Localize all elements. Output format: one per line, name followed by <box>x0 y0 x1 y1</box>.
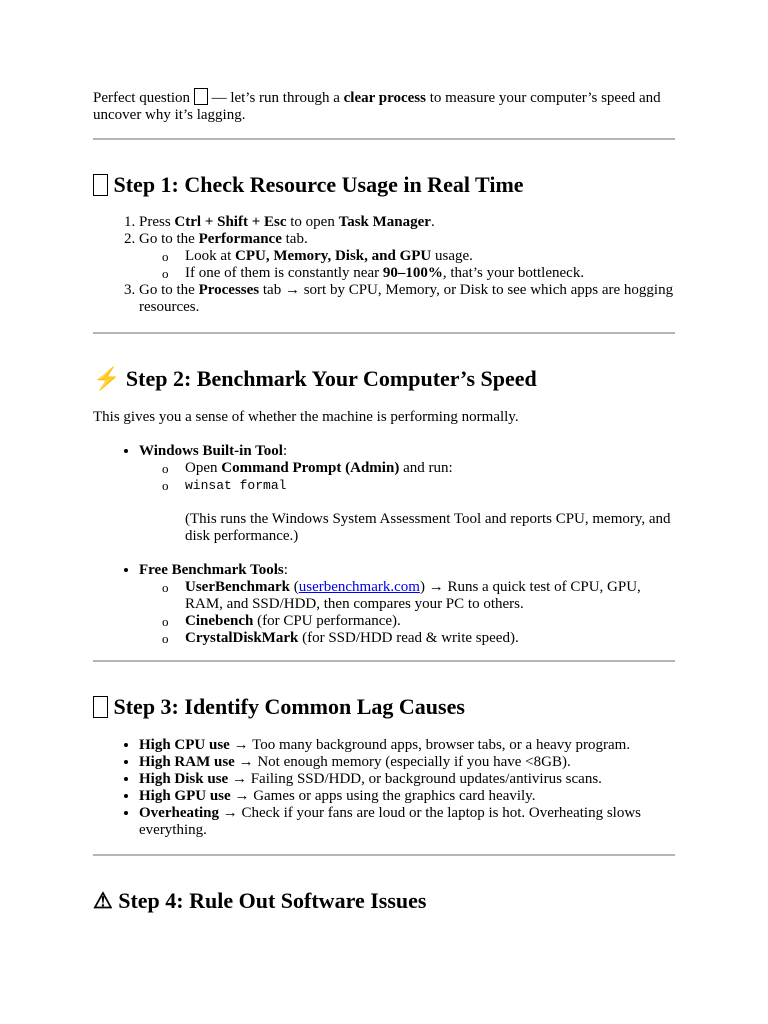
lag-cause-item: • High RAM use → Not enough memory (especially if you have <8GB). <box>139 754 675 771</box>
performance-label: Performance <box>198 231 282 247</box>
step1-title: Step 1: Check Resource Usage in Real Time <box>113 172 524 197</box>
step2-list <box>93 443 675 647</box>
crystaldiskmark-name: CrystalDiskMark <box>185 630 299 646</box>
step1-item-1: 1. Press Ctrl + Shift + Esc to open Task Manager. <box>139 214 675 231</box>
lag-cause-item: • High CPU use → Too many background apps, browser tabs, or a heavy program. <box>139 737 675 754</box>
command-item <box>185 477 675 545</box>
lag-cause-item: • High Disk use → Failing SSD/HDD, or background updates/antivirus scans. <box>139 771 675 788</box>
free-tools-label: Free Benchmark Tools <box>139 562 284 578</box>
missing-glyph-icon <box>194 88 208 105</box>
builtin-tool-item: • Windows Built-in Tool: o Open Command Prompt (Admin) and run: o winsat formal (This runs the Windows System Assessment Tool and reports CPU, memory, and disk performance.) <box>139 443 675 545</box>
command-code: winsat formal <box>185 478 287 493</box>
step1-subitem-2: o If one of them is constantly near 90–100%, that’s your bottleneck. <box>185 265 675 282</box>
task-manager-label: Task Manager <box>338 214 431 230</box>
step1-list <box>93 214 675 316</box>
divider <box>93 138 675 140</box>
step3-list-block <box>93 737 675 839</box>
lightning-icon: ⚡ <box>93 366 121 391</box>
step3-title: Step 3: Identify Common Lag Causes <box>113 694 465 719</box>
step2-heading <box>93 366 537 392</box>
command-note: (This runs the Windows System Assessment Tool and reports CPU, memory, and disk performance.) <box>185 511 671 544</box>
open-cmd-item: o Open Command Prompt (Admin) and run: <box>185 460 675 477</box>
cinebench-name: Cinebench <box>185 613 254 629</box>
intro-bold: clear process <box>343 90 426 106</box>
step1-heading <box>93 172 524 198</box>
missing-glyph-icon <box>93 696 108 718</box>
shortcut-keys: Ctrl + Shift + Esc <box>174 214 287 230</box>
missing-glyph-icon <box>93 174 108 196</box>
crystaldiskmark-item: o CrystalDiskMark (for SSD/HDD read & write speed). <box>185 630 675 647</box>
step3-heading <box>93 694 465 720</box>
divider <box>93 332 675 334</box>
step2-list-block <box>93 443 675 647</box>
step4-heading <box>93 888 426 914</box>
intro-paragraph <box>93 88 675 124</box>
step4-title: Step 4: Rule Out Software Issues <box>118 888 427 913</box>
userbenchmark-item: o UserBenchmark (userbenchmark.com) → Runs a quick test of CPU, GPU, RAM, and SSD/HDD, then compares your PC to others. <box>185 579 675 613</box>
step1-list-block <box>93 214 675 316</box>
step2-lead: This gives you a sense of whether the machine is performing normally. <box>93 409 519 425</box>
processes-label: Processes <box>198 282 260 298</box>
cinebench-item: o Cinebench (for CPU performance). <box>185 613 675 630</box>
free-tools-sublist <box>139 579 675 647</box>
step1-item-3: 3. Go to the Processes tab → sort by CPU, Memory, or Disk to see which apps are hogging resources. <box>139 282 675 316</box>
free-tools-item: • Free Benchmark Tools: o UserBenchmark (userbenchmark.com) → Runs a quick test of CPU, GPU, RAM, and SSD/HDD, then compares your PC to others. o Cinebench (for CPU performance). o CrystalDiskMark (for SSD/HDD read & write speed). <box>139 562 675 647</box>
builtin-tool-label: Windows Built-in Tool <box>139 443 283 459</box>
divider <box>93 660 675 662</box>
step3-list <box>93 737 675 839</box>
step1-item-2: 2. Go to the Performance tab. o Look at CPU, Memory, Disk, and GPU usage. o If one of them is constantly near 90–100%, that’s your bottleneck. <box>139 231 675 282</box>
command-prompt-label: Command Prompt (Admin) <box>221 460 400 476</box>
intro-lead: Perfect question <box>93 90 194 106</box>
userbenchmark-link[interactable]: userbenchmark.com <box>298 579 420 595</box>
userbenchmark-name: UserBenchmark <box>185 579 290 595</box>
lag-cause-item: • Overheating → Check if your fans are loud or the laptop is hot. Overheating slows everything. <box>139 805 675 839</box>
builtin-sublist <box>139 460 675 545</box>
lag-cause-item: • High GPU use → Games or apps using the graphics card heavily. <box>139 788 675 805</box>
step1-subitem-1: o Look at CPU, Memory, Disk, and GPU usage. <box>185 248 675 265</box>
intro-mid: — let’s run through a <box>207 90 344 106</box>
step1-sublist <box>139 248 675 282</box>
warning-icon: ⚠ <box>93 888 113 913</box>
step2-title: Step 2: Benchmark Your Computer’s Speed <box>125 366 537 391</box>
intro-tail: to measure your computer’s speed and uncover why it’s lagging. <box>93 90 661 123</box>
divider <box>93 854 675 856</box>
